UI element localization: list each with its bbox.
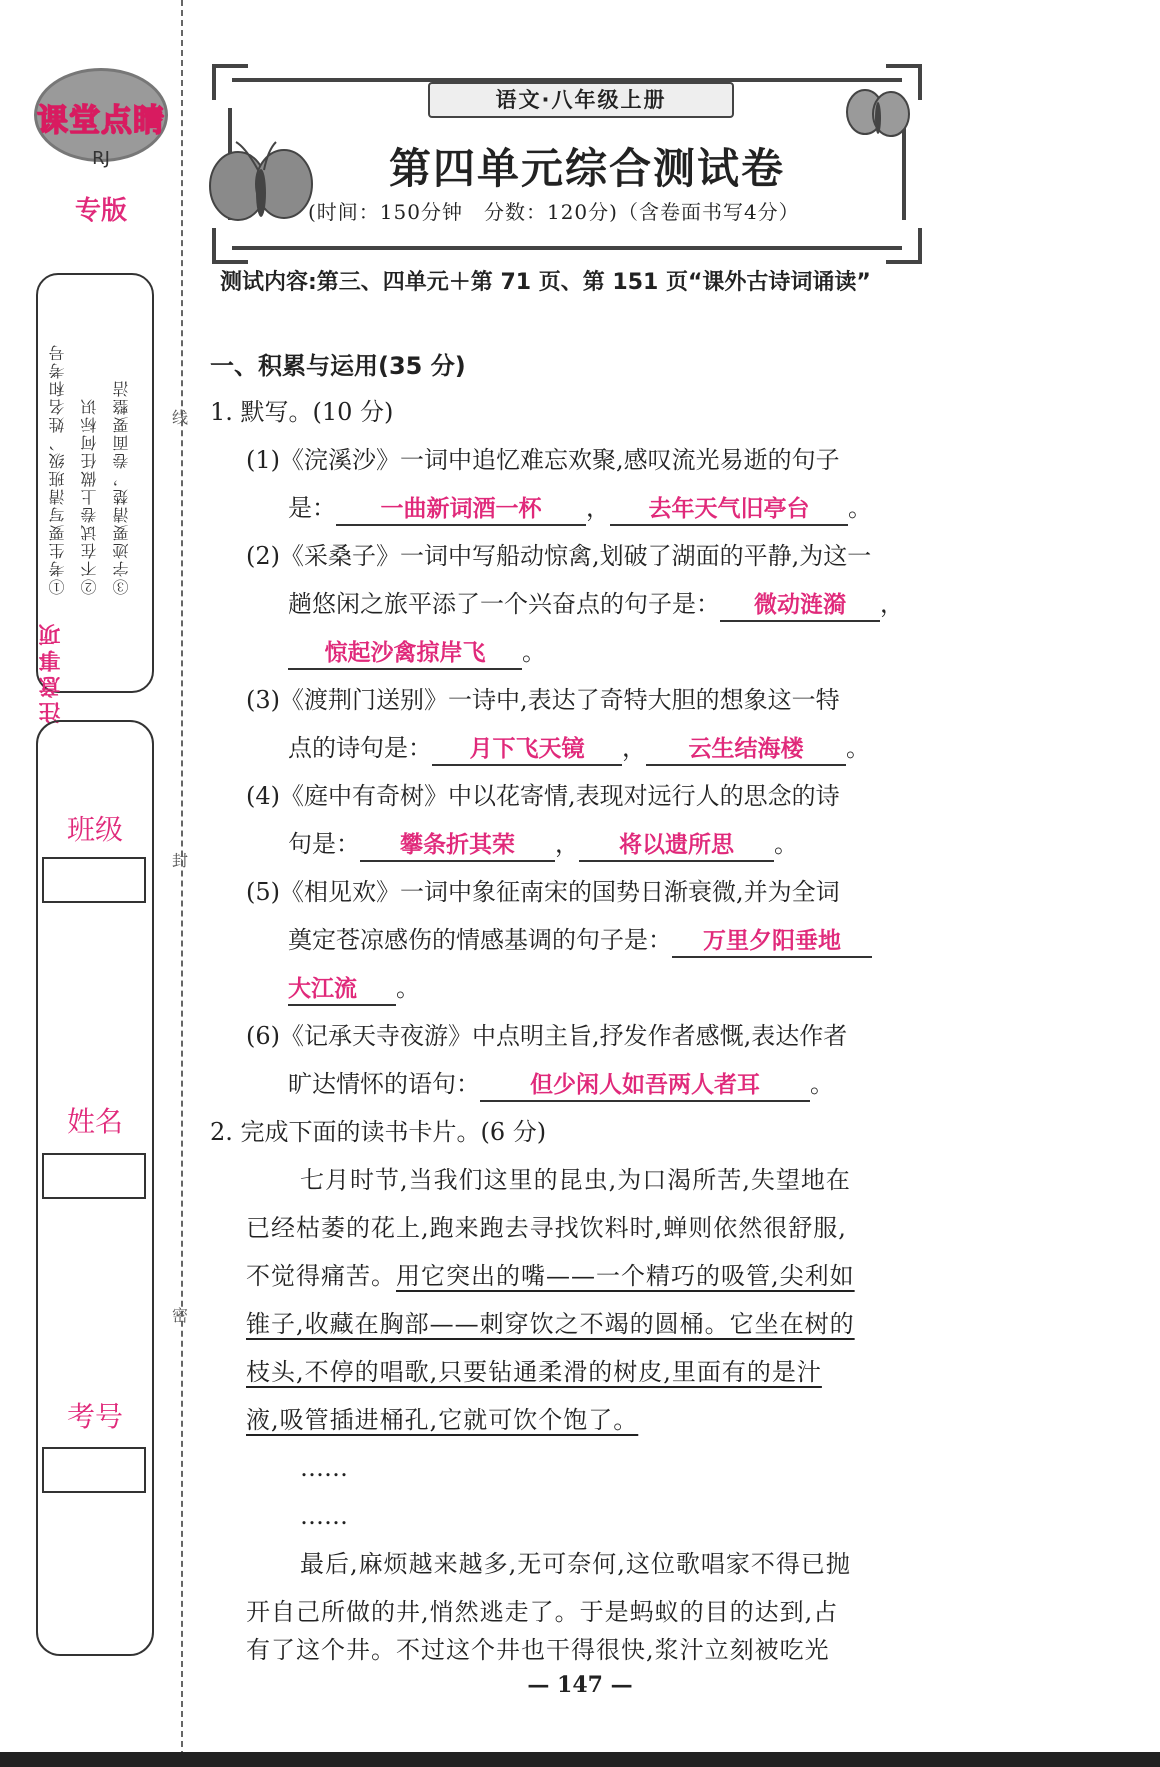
passage-line: 最后,麻烦越来越多,无可奈何,这位歌唱家不得已抛 — [300, 1550, 851, 1578]
name-label: 姓名 — [66, 1105, 123, 1138]
note-3: ③字迹要清楚，卷面要整洁 — [112, 379, 131, 595]
note-1: ①考生要写清班级、姓名和考号 — [48, 343, 67, 595]
q1-item-5-answer-line: 奠定苍凉感伤的情感基调的句子是： 万里夕阳垂地 — [288, 922, 872, 958]
notes-title: 注意事项 — [39, 620, 64, 724]
answer-blank[interactable]: 去年天气旧亭台 — [610, 494, 848, 526]
passage-line: 有了这个井。不过这个井也干得很快,浆汁立刻被吃光 — [246, 1636, 830, 1664]
passage-line-underlined: 锥子,收藏在胸部——刺穿饮之不竭的圆桶。它坐在树的 — [246, 1310, 855, 1338]
answer-blank[interactable]: 惊起沙禽掠岸飞 — [288, 638, 522, 670]
passage-line: 已经枯萎的花上,跑来跑去寻找饮料时,蝉则依然很舒服, — [246, 1214, 847, 1242]
answer-blank[interactable]: 微动涟漪 — [720, 590, 880, 622]
q1-item-3-text: (3)《渡荆门送别》一诗中,表达了奇特大胆的想象这一特 — [246, 686, 840, 714]
passage-line: 七月时节,当我们这里的昆虫,为口渴所苦,失望地在 — [300, 1166, 851, 1194]
answer-blank[interactable]: 一曲新词酒一杯 — [336, 494, 586, 526]
q1-item-5-text: (5)《相见欢》一词中象征南宋的国势日渐衰微,并为全词 — [246, 878, 840, 906]
answer-blank[interactable]: 大江流 — [288, 974, 396, 1006]
page-number: — 147 — — [527, 1672, 633, 1698]
note-2: ②不在试卷上做任何标识 — [80, 397, 99, 595]
exam-title: 第四单元综合测试卷 — [388, 144, 785, 193]
passage-line-underlined: 枝头,不停的唱歌,只要钻通柔滑的树皮,里面有的是汁 — [246, 1358, 822, 1386]
question-2-prompt: 2. 完成下面的读书卡片。(6 分) — [210, 1118, 547, 1146]
q1-item-6-text: (6)《记承天寺夜游》中点明主旨,抒发作者感慨,表达作者 — [246, 1022, 848, 1050]
q1-item-1-answer-line: 是： 一曲新词酒一杯 ， 去年天气旧亭台 。 — [288, 490, 872, 526]
class-field[interactable] — [42, 857, 146, 903]
edition-label: 专版 — [74, 196, 127, 226]
passage-line-underlined: 液,吸管插进桶孔,它就可饮个饱了。 — [246, 1406, 639, 1434]
q1-item-2-answer-line: 趟悠闲之旅平添了一个兴奋点的句子是： 微动涟漪 ， — [288, 586, 904, 622]
q1-item-3-answer-line: 点的诗句是： 月下飞天镜 ， 云生结海楼 。 — [288, 730, 870, 766]
exam-meta: (时间：150分钟 分数：120分)（含卷面书写4分） — [308, 200, 800, 224]
answer-blank[interactable]: 攀条折其荣 — [360, 830, 555, 862]
q1-item-4-text: (4)《庭中有奇树》中以花寄情,表现对远行人的思念的诗 — [246, 782, 840, 810]
subject-tab: 语文·八年级上册 — [428, 82, 734, 118]
answer-blank[interactable]: 云生结海楼 — [646, 734, 846, 766]
q1-item-5-answer-line-2: 大江流 。 — [288, 970, 420, 1006]
fold-mark-seal: 封 — [172, 851, 189, 870]
answer-blank[interactable]: 将以遗所思 — [579, 830, 774, 862]
passage-line: 开自己所做的井,悄然逃走了。于是蚂蚁的目的达到,占 — [246, 1598, 839, 1626]
q1-item-2-answer-line-2: 惊起沙禽掠岸飞 。 — [288, 634, 546, 670]
section-heading: 一、积累与运用(35 分) — [210, 352, 466, 380]
q1-item-4-answer-line: 句是： 攀条折其荣 ， 将以遗所思 。 — [288, 826, 798, 862]
logo-subtitle: RJ — [92, 148, 110, 169]
answer-blank[interactable]: 但少闲人如吾两人者耳 — [480, 1070, 810, 1102]
ellipsis: …… — [300, 1502, 348, 1530]
test-scope: 测试内容:第三、四单元＋第 71 页、第 151 页“课外古诗词诵读” — [220, 270, 871, 295]
fold-mark-line: 线 — [172, 408, 189, 427]
bottom-bar — [0, 1752, 1160, 1767]
exam-number-field[interactable] — [42, 1447, 146, 1493]
ellipsis: …… — [300, 1454, 348, 1482]
question-1-prompt: 1. 默写。(10 分) — [210, 398, 394, 426]
q1-item-1-text: (1)《浣溪沙》一词中追忆难忘欢聚,感叹流光易逝的句子 — [246, 446, 840, 474]
fold-mark-secret: 密 — [172, 1306, 189, 1325]
seal-line — [181, 0, 183, 1767]
name-field[interactable] — [42, 1153, 146, 1199]
answer-blank[interactable]: 万里夕阳垂地 — [672, 926, 872, 958]
q1-item-6-answer-line: 旷达情怀的语句： 但少闲人如吾两人者耳 。 — [288, 1066, 834, 1102]
logo-text: 课堂点睛 — [37, 103, 165, 139]
exam-number-label: 考号 — [66, 1400, 123, 1433]
answer-blank[interactable]: 月下飞天镜 — [432, 734, 622, 766]
passage-line: 不觉得痛苦。用它突出的嘴——一个精巧的吸管,尖利如 — [246, 1262, 855, 1290]
class-label: 班级 — [66, 813, 123, 846]
q1-item-2-text: (2)《采桑子》一词中写船动惊禽,划破了湖面的平静,为这一 — [246, 542, 872, 570]
